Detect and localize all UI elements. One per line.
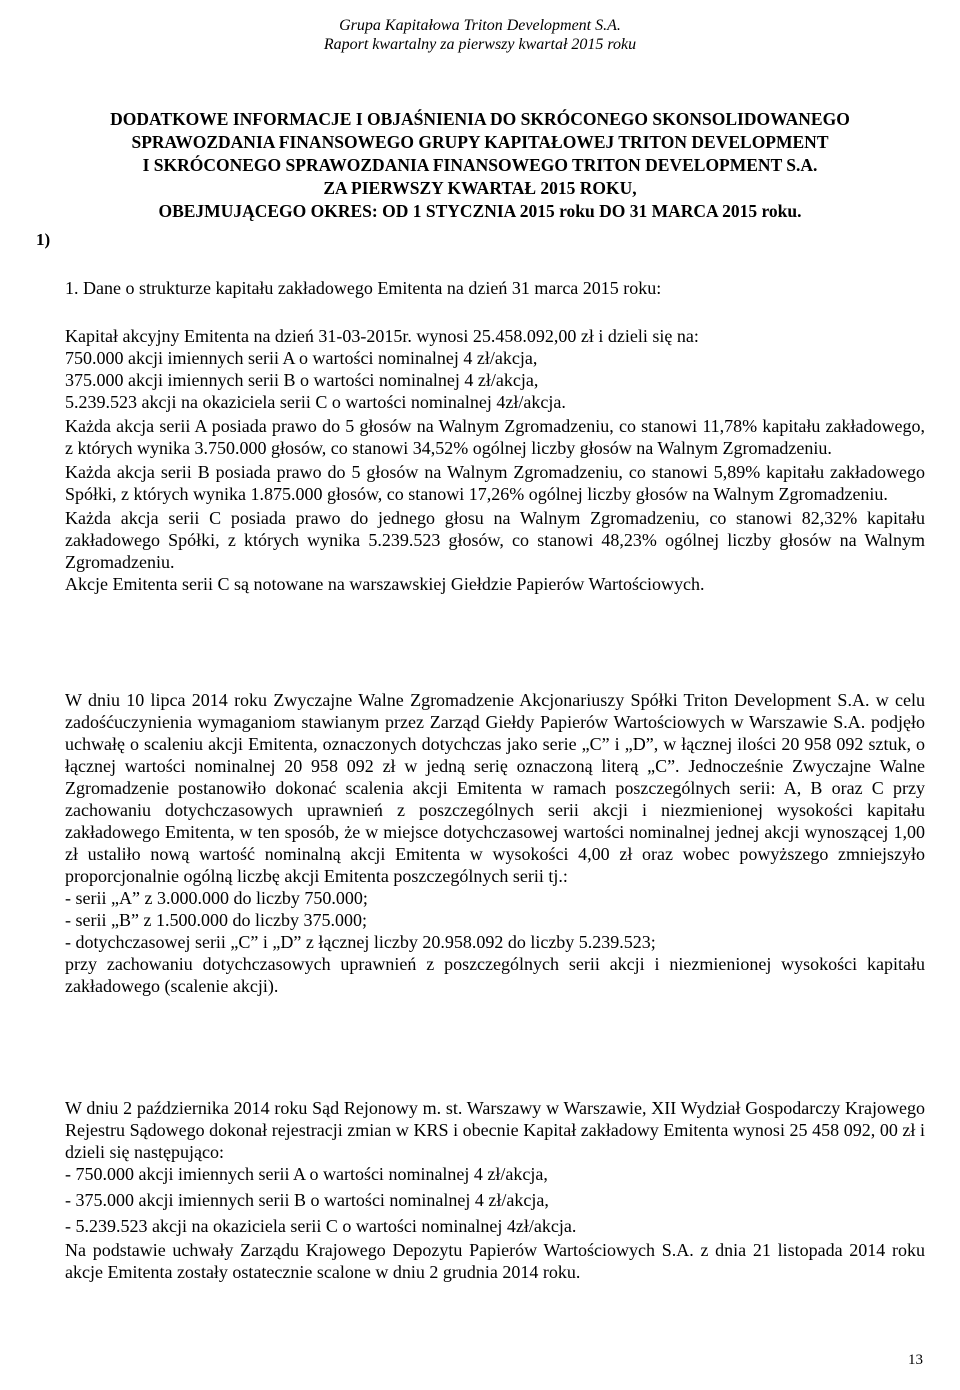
consolidation-paragraph: W dniu 10 lipca 2014 roku Zwyczajne Walne Zgromadzenie Akcjonariuszy Spółki Triton Development S.A. w celu zadośćuczynienia wymaganiom stawianym przez Zarząd Giełdy Papierów Wartościowych w Warszawie S.A. podjęło uchwałę o scaleniu akcji Emitenta, oznaczonych dotychczas jako serie „C” i „D”, w łącznej ilości 20 958 092 sztuk, o łącznej wartości nominalnej 20 958 092 zł w jedną serię oznaczoną literą „C”. Jednocześnie Zwyczajne Walne Zgromadzenie postanowiło dokonać scalenia akcji Emitenta w ramach poszczególnych serii: A, B oraz C przy zachowaniu dotychczasowych uprawnień z poszczególnych serii akcji i niezmienionej wysokości kapitału zakładowego Emitenta, w ten sposób, że w miejsce dotychczasowej wartości nominalnej jednej akcji wynoszącej 1,00 zł ustaliło nową wartość nominalną akcji Emitenta w wysokości 4,00 zł oraz wobec powyższego zmniejszyło proporcjonalnie ogólną liczbę akcji Emitenta poszczególnych serii tj.:	[65, 690, 925, 886]
registration-item-b: - 375.000 akcji imiennych serii B o wartości nominalnej 4 zł/akcja,	[65, 1190, 549, 1210]
registration-item-c: - 5.239.523 akcji na okaziciela serii C o wartości nominalnej 4zł/akcja.	[65, 1216, 577, 1236]
title-line-1: DODATKOWE INFORMACJE I OBJAŚNIENIA DO SKRÓCONEGO SKONSOLIDOWANEGO	[110, 109, 850, 129]
consolidation-closing: przy zachowaniu dotychczasowych uprawnień z poszczególnych serii akcji i niezmienionej wysokości kapitału zakładowego (scalenie akcji).	[65, 954, 925, 996]
capital-structure	[65, 325, 925, 595]
section-heading: 1. Dane o strukturze kapitału zakładowego Emitenta na dzień 31 marca 2015 roku:	[65, 278, 662, 298]
consolidation-item-a: - serii „A” z 3.000.000 do liczby 750.000;	[65, 888, 368, 908]
registration-section	[65, 1097, 925, 1283]
kdpw-note: Na podstawie uchwały Zarządu Krajowego Depozytu Papierów Wartościowych S.A. z dnia 21 listopada 2014 roku akcje Emitenta zostały ostatecznie scalone w dniu 2 grudnia 2014 roku.	[65, 1240, 925, 1282]
running-header	[0, 16, 960, 54]
capital-series-c: 5.239.523 akcji na okaziciela serii C o wartości nominalnej 4zł/akcja.	[65, 392, 566, 412]
consolidation-section	[65, 689, 925, 997]
listing-note: Akcje Emitenta serii C są notowane na warszawskiej Giełdzie Papierów Wartościowych.	[65, 574, 705, 594]
document-title	[0, 108, 960, 223]
header-company: Grupa Kapitałowa Triton Development S.A.	[339, 17, 621, 34]
consolidation-item-b: - serii „B” z 1.500.000 do liczby 375.000;	[65, 910, 367, 930]
votes-series-c: Każda akcja serii C posiada prawo do jednego głosu na Walnym Zgromadzeniu, co stanowi 82,32% kapitału zakładowego Spółki, z których wynika 5.239.523 głosów, co stanowi 48,23% ogólnej liczby głosów na Walnym Zgromadzeniu.	[65, 508, 925, 572]
registration-paragraph: W dniu 2 października 2014 roku Sąd Rejonowy m. st. Warszawy w Warszawie, XII Wydział Gospodarczy Krajowego Rejestru Sądowego dokonał rejestracji zmian w KRS i obecnie Kapitał zakładowy Emitenta wynosi 25 458 092, 00 zł i dzieli się następująco:	[65, 1098, 925, 1162]
votes-series-a: Każda akcja serii A posiada prawo do 5 głosów na Walnym Zgromadzeniu, co stanowi 11,78% kapitału zakładowego, z których wynika 3.750.000 głosów, co stanowi 34,52% ogólnej liczby głosów na Walnym Zgromadzeniu.	[65, 416, 925, 458]
title-line-4: ZA PIERWSZY KWARTAŁ 2015 ROKU,	[323, 178, 637, 198]
votes-series-b: Każda akcja serii B posiada prawo do 5 głosów na Walnym Zgromadzeniu, co stanowi 5,89% kapitału zakładowego Spółki, z których wynika 1.875.000 głosów, co stanowi 17,26% ogólnej liczby głosów na Walnym Zgromadzeniu.	[65, 462, 925, 504]
registration-item-a: - 750.000 akcji imiennych serii A o wartości nominalnej 4 zł/akcja,	[65, 1164, 548, 1184]
title-line-2: SPRAWOZDANIA FINANSOWEGO GRUPY KAPITAŁOWEJ TRITON DEVELOPMENT	[131, 132, 829, 152]
consolidation-item-c: - dotychczasowej serii „C” i „D” z łącznej liczby 20.958.092 do liczby 5.239.523;	[65, 932, 656, 952]
title-line-3: I SKRÓCONEGO SPRAWOZDANIA FINANSOWEGO TRITON DEVELOPMENT S.A.	[142, 155, 818, 175]
capital-intro: Kapitał akcyjny Emitenta na dzień 31-03-2015r. wynosi 25.458.092,00 zł i dzieli się na:	[65, 326, 699, 346]
capital-series-a: 750.000 akcji imiennych serii A o wartości nominalnej 4 zł/akcja,	[65, 348, 538, 368]
header-report: Raport kwartalny za pierwszy kwartał 2015 roku	[323, 36, 637, 53]
page-number: 13	[908, 1352, 923, 1368]
list-marker: 1)	[36, 230, 51, 249]
capital-series-b: 375.000 akcji imiennych serii B o wartości nominalnej 4 zł/akcja,	[65, 370, 539, 390]
title-line-5: OBEJMUJĄCEGO OKRES: OD 1 STYCZNIA 2015 roku DO 31 MARCA 2015 roku.	[158, 201, 802, 221]
